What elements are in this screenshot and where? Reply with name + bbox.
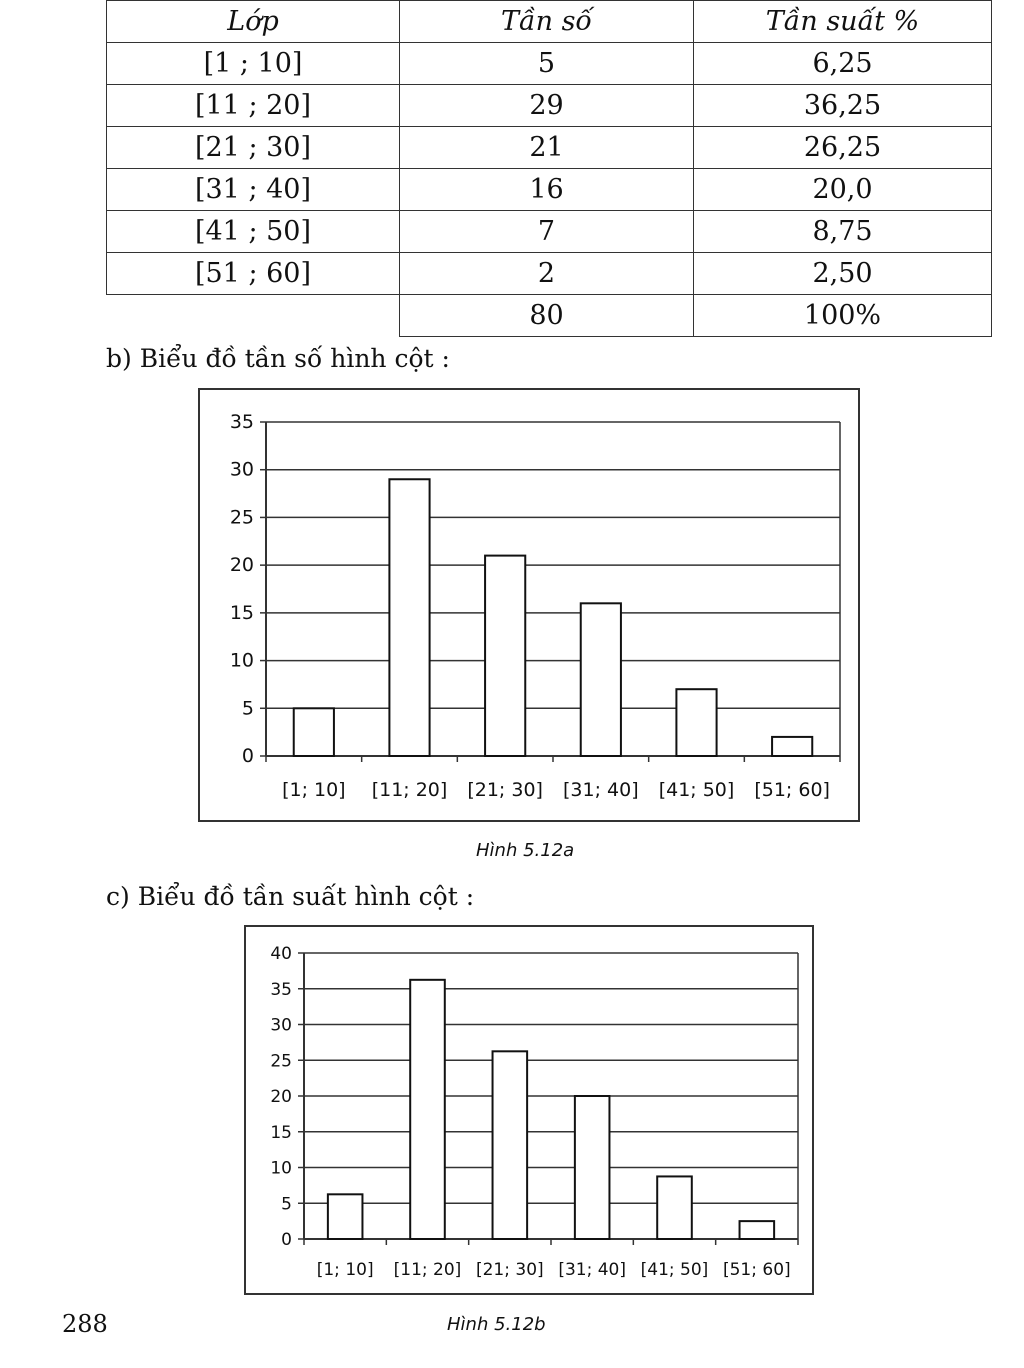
caption-figure-a: Hình 5.12a xyxy=(476,840,575,861)
total-frequency-cell: 80 xyxy=(400,295,694,337)
header-class: Lớp xyxy=(107,1,400,43)
y-tick-label: 10 xyxy=(270,1158,292,1179)
y-tick-label: 5 xyxy=(281,1194,292,1215)
bar xyxy=(328,1194,363,1239)
y-tick-label: 20 xyxy=(229,554,254,577)
class-cell: [31 ; 40] xyxy=(107,169,400,211)
y-tick-label: 40 xyxy=(270,944,292,964)
frequency-chart-frame xyxy=(198,388,860,822)
x-category-label: [51; 60] xyxy=(754,779,830,801)
y-tick-label: 30 xyxy=(229,458,254,481)
x-category-label: [1; 10] xyxy=(282,779,346,801)
x-category-label: [21; 30] xyxy=(475,1260,544,1280)
x-category-label: [31; 40] xyxy=(558,1260,627,1280)
class-cell: [11 ; 20] xyxy=(107,85,400,127)
frequency-cell: 21 xyxy=(400,127,694,169)
y-tick-label: 15 xyxy=(229,601,254,624)
percent-cell: 6,25 xyxy=(694,43,992,85)
header-relative-frequency: Tần suất % xyxy=(694,1,992,43)
y-tick-label: 20 xyxy=(270,1087,292,1107)
relative-frequency-chart-frame xyxy=(244,925,814,1295)
y-tick-label: 5 xyxy=(241,697,254,720)
frequency-cell: 16 xyxy=(400,169,694,211)
bar xyxy=(389,479,429,756)
bar xyxy=(740,1221,775,1239)
class-cell: [41 ; 50] xyxy=(107,211,400,253)
bar xyxy=(657,1176,692,1239)
bar xyxy=(294,708,334,756)
bar xyxy=(485,556,525,756)
y-tick-label: 30 xyxy=(270,1015,292,1036)
table-row xyxy=(107,127,992,169)
x-category-label: [11; 20] xyxy=(393,1260,462,1280)
percent-cell: 26,25 xyxy=(694,127,992,169)
y-tick-label: 10 xyxy=(229,649,254,672)
table-row xyxy=(107,211,992,253)
frequency-bar-chart xyxy=(200,390,858,820)
frequency-cell: 5 xyxy=(400,43,694,85)
bar xyxy=(575,1096,610,1239)
x-category-label: [11; 20] xyxy=(371,779,448,801)
percent-cell: 2,50 xyxy=(694,253,992,295)
table-header-row xyxy=(107,1,992,43)
y-tick-label: 25 xyxy=(229,506,254,529)
frequency-cell: 29 xyxy=(400,85,694,127)
bar xyxy=(772,737,812,756)
table-row xyxy=(107,169,992,211)
class-cell: [1 ; 10] xyxy=(107,43,400,85)
x-category-label: [41; 50] xyxy=(658,779,735,801)
x-category-label: [31; 40] xyxy=(563,779,639,801)
x-category-label: [1; 10] xyxy=(316,1260,374,1280)
y-tick-label: 15 xyxy=(270,1122,292,1143)
bar xyxy=(410,980,445,1239)
y-tick-label: 35 xyxy=(229,411,254,433)
total-label-cell xyxy=(107,295,400,337)
page-number: 288 xyxy=(62,1310,108,1338)
percent-cell: 36,25 xyxy=(694,85,992,127)
x-category-label: [21; 30] xyxy=(467,779,543,801)
y-tick-label: 35 xyxy=(270,979,292,1000)
bar xyxy=(676,689,716,756)
percent-cell: 20,0 xyxy=(694,169,992,211)
frequency-cell: 7 xyxy=(400,211,694,253)
bar xyxy=(581,603,621,756)
frequency-cell: 2 xyxy=(400,253,694,295)
caption-figure-b: Hình 5.12b xyxy=(447,1314,546,1335)
class-cell: [51 ; 60] xyxy=(107,253,400,295)
table-row xyxy=(107,253,992,295)
relative-frequency-bar-chart xyxy=(246,927,812,1293)
y-tick-label: 0 xyxy=(241,745,254,767)
y-tick-label: 25 xyxy=(270,1051,292,1072)
percent-cell: 8,75 xyxy=(694,211,992,253)
frequency-table xyxy=(106,0,992,337)
y-tick-label: 0 xyxy=(281,1230,292,1250)
heading-frequency-chart: b) Biểu đồ tần số hình cột : xyxy=(106,344,450,373)
table-row xyxy=(107,85,992,127)
bar xyxy=(493,1051,528,1239)
header-frequency: Tần số xyxy=(400,1,694,43)
x-category-label: [41; 50] xyxy=(640,1260,709,1280)
class-cell: [21 ; 30] xyxy=(107,127,400,169)
x-category-label: [51; 60] xyxy=(722,1260,791,1280)
table-total-row xyxy=(107,295,992,337)
heading-relative-frequency-chart: c) Biểu đồ tần suất hình cột : xyxy=(106,882,475,911)
total-percent-cell: 100% xyxy=(694,295,992,337)
table-row xyxy=(107,43,992,85)
